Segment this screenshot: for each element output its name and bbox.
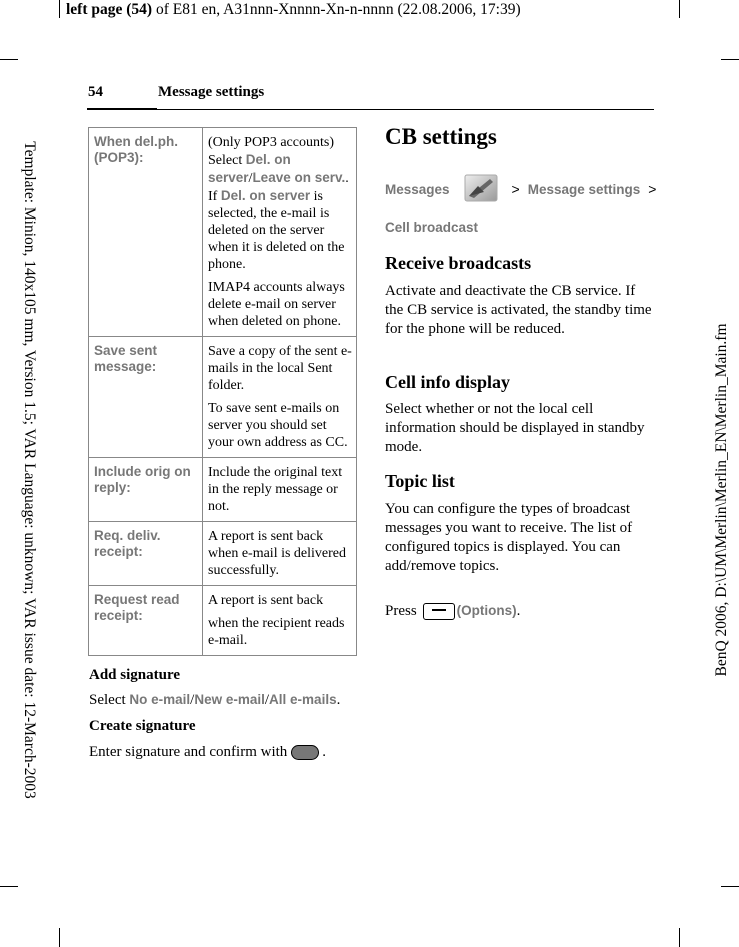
menu-path-messages: Messages (385, 182, 450, 198)
ui-option-new-email: New e-mail (194, 692, 265, 707)
center-key-icon (291, 745, 319, 760)
topic-list-text: You can configure the types of broadcast messages you want to receive. The list of configured topics is displayed. You can add/remove topics. (385, 501, 633, 574)
crop-mark (59, 0, 60, 18)
menu-path-cell-broadcast: Cell broadcast (385, 220, 479, 235)
setting-term: Req. deliv. receipt: (89, 522, 203, 586)
text-run: Enter signature and confirm with (89, 744, 288, 760)
path-separator: > (511, 181, 520, 198)
left-softkey-icon (423, 603, 455, 620)
description-paragraph: IMAP4 accounts always delete e-mail on server when deleted on phone. (208, 280, 345, 329)
description-paragraph: To save sent e-mails on server you should set your own address as CC. (208, 401, 348, 450)
crop-mark (59, 928, 60, 947)
press-options-text (385, 601, 655, 621)
header-rule (87, 108, 157, 110)
ui-option-del-on-server: Del. on server (220, 188, 311, 203)
add-signature-text (89, 691, 340, 709)
ui-option-options: (Options) (456, 603, 517, 618)
create-signature-text (89, 743, 326, 761)
settings-table (88, 127, 357, 656)
setting-description (203, 586, 357, 656)
crop-mark (721, 886, 739, 887)
text-run: Press (385, 603, 417, 619)
text-run: . (336, 692, 341, 708)
description-paragraph (208, 134, 352, 273)
create-signature-heading: Create signature (89, 718, 196, 734)
menu-path (385, 174, 660, 207)
messages-envelope-icon (464, 174, 498, 207)
text-run: (Only POP3 accounts) Select (208, 135, 334, 168)
receive-broadcasts-heading: Receive broadcasts (385, 253, 532, 273)
setting-term: Include orig on reply: (89, 458, 203, 522)
file-path-vertical: BenQ 2006, D:\UM\Merlin\Merlin_EN\Merlin_Main.fm (713, 323, 730, 677)
table-row (89, 586, 357, 656)
setting-term: When del.ph. (POP3): (89, 128, 203, 337)
description-paragraph: A report is sent back (208, 593, 324, 608)
setting-term: Request read receipt: (89, 586, 203, 656)
crop-mark (721, 59, 739, 60)
ui-option-leave-on-serv: Leave on serv. (252, 170, 346, 185)
setting-description (203, 128, 357, 337)
print-info-bold: left page (54) (66, 1, 153, 18)
add-signature-heading: Add signature (89, 667, 180, 683)
text-run: . (322, 744, 327, 760)
ui-option-del-on-server: Del. on server (208, 152, 291, 185)
page-number: 54 (88, 84, 103, 100)
table-row (89, 522, 357, 586)
table-row (89, 458, 357, 522)
setting-description (203, 522, 357, 586)
table-row (89, 128, 357, 337)
path-separator: > (648, 181, 657, 198)
text-run: . If (208, 171, 349, 204)
crop-mark (679, 928, 680, 947)
setting-term: Save sent message: (89, 337, 203, 458)
ui-option-no-email: No e-mail (129, 692, 191, 707)
text-run: / (248, 171, 253, 186)
setting-description (203, 337, 357, 458)
text-run: Select (89, 692, 130, 708)
topic-list-heading: Topic list (385, 471, 455, 491)
cb-settings-heading: CB settings (385, 124, 497, 149)
cell-info-heading: Cell info display (385, 372, 511, 392)
text-run: / (264, 692, 270, 708)
crop-mark (679, 0, 680, 18)
text-run: / (190, 692, 195, 708)
print-info-rest: of E81 en, A31nnn-Xnnnn-Xn-n-nnnn (22.08.2006, 17:39) (152, 1, 521, 18)
page-title: Message settings (158, 84, 265, 100)
ui-option-all-emails: All e-mails (269, 692, 337, 707)
menu-path-message-settings: Message settings (527, 182, 641, 198)
table-row (89, 337, 357, 458)
cell-info-text: Select whether or not the local cell information should be displayed in standby mode. (385, 401, 645, 455)
crop-mark (0, 59, 18, 60)
header-rule (157, 109, 654, 110)
description-paragraph: Save a copy of the sent e-mails in the local Sent folder. (208, 344, 352, 393)
template-info-vertical: Template: Minion, 140x105 mm, Version 1.5; VAR Language: unknown; VAR issue date: 12-March-2003 (21, 141, 38, 799)
setting-description (203, 458, 357, 522)
text-run: . (516, 603, 521, 619)
description-paragraph: A report is sent back when e-mail is delivered successfully. (208, 529, 347, 578)
receive-broadcasts-text: Activate and deactivate the CB service. If the CB service is activated, the standby time for the phone will be reduced. (385, 283, 652, 337)
description-paragraph: Include the original text in the reply message or not. (208, 465, 343, 514)
print-info-line (66, 1, 521, 19)
crop-mark (0, 886, 18, 887)
text-run: is selected, the e-mail is deleted on the server when it is deleted on the phone. (208, 189, 345, 272)
description-paragraph: when the recipient reads e-mail. (208, 616, 345, 648)
